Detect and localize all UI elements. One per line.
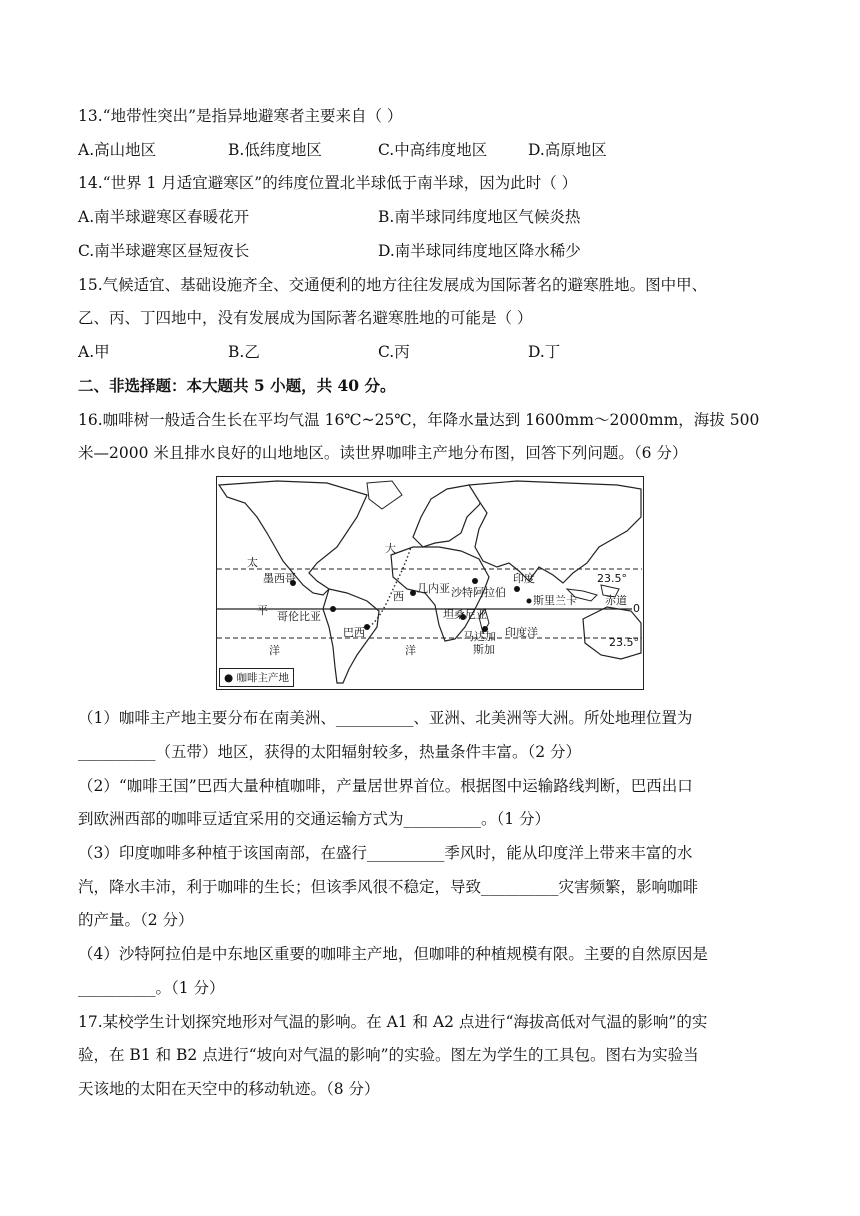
q16-sub3-line3: 的产量。（2 分） <box>78 911 194 929</box>
q13-option-c: C.中高纬度地区 <box>378 141 488 159</box>
q16-sub2-line2: 到欧洲西部的咖啡豆适宜采用的交通运输方式为__________。（1 分） <box>78 810 551 828</box>
q13-option-d: D.高原地区 <box>528 141 607 159</box>
map-label-ping: 平 <box>257 604 268 617</box>
q16-sub1-line1: （1）咖啡主产地主要分布在南美洲、__________、亚洲、北美洲等大洲。所处地理位置为 <box>78 709 693 727</box>
map-label-brazil: 巴西 <box>343 626 365 639</box>
map-label-equator: 赤道 <box>605 594 627 607</box>
dot-guinea <box>410 590 416 596</box>
map-label-saudi: 沙特阿拉伯 <box>451 586 506 599</box>
legend-label: 咖啡主产地 <box>236 672 289 684</box>
q15-stem-line1: 15.气候适宜、基础设施齐全、交通便利的地方往往发展成为国际著名的避寒胜地。图中甲、 <box>78 276 708 294</box>
map-label-colombia: 哥伦比亚 <box>277 610 321 623</box>
q13-option-b: B.低纬度地区 <box>228 141 322 159</box>
q15-option-a: A.甲 <box>78 343 110 361</box>
q16-sub2-line1: （2）“咖啡王国”巴西大量种植咖啡，产量居世界首位。根据图中运输路线判断，巴西出口 <box>78 777 693 795</box>
map-label-mexico: 墨西哥 <box>263 572 296 585</box>
q14-stem: 14.“世界 1 月适宜避寒区”的纬度位置北半球低于南半球，因为此时（ ） <box>78 174 578 192</box>
map-label-xi: 西 <box>393 590 404 603</box>
dot-srilanka <box>527 599 532 604</box>
map-label-yang1: 洋 <box>269 644 280 657</box>
dot-colombia <box>330 606 336 612</box>
q14-option-a: A.南半球避寒区春暖花开 <box>78 208 250 226</box>
map-label-tanzania: 坦桑尼亚 <box>443 608 487 621</box>
q17-stem-line2: 验，在 B1 和 B2 点进行“坡向对气温的影响”的实验。图左为学生的工具包。图右为实验当 <box>78 1046 699 1064</box>
q14-option-b: B.南半球同纬度地区气候炎热 <box>378 208 581 226</box>
q13-stem: 13.“地带性突出”是指异地避寒者主要来自（ ） <box>78 107 403 125</box>
q14-option-c: C.南半球避寒区昼短夜长 <box>78 242 250 260</box>
map-label-zero: 0 <box>633 602 640 615</box>
map-label-lat-s: 23.5° <box>609 636 639 649</box>
asia-shape <box>469 481 641 583</box>
q16-stem-line2: 米—2000 米且排水良好的山地地区。读世界咖啡主产地分布图，回答下列问题。（6 分） <box>78 444 688 462</box>
dot-saudi <box>472 578 478 584</box>
q16-sub1-line2: __________（五带）地区，获得的太阳辐射较多，热量条件丰富。（2 分） <box>78 743 582 761</box>
map-label-indian-ocean: 印度洋 <box>505 626 538 639</box>
q14-option-d: D.南半球同纬度地区降水稀少 <box>378 242 581 260</box>
map-label-yang2: 洋 <box>405 644 416 657</box>
q13-option-a: A.高山地区 <box>78 141 157 159</box>
q16-sub4-line1: （4）沙特阿拉伯是中东地区重要的咖啡主产地，但咖啡的种植规模有限。主要的自然原因是 <box>78 945 708 963</box>
section-heading: 二、非选择题：本大题共 5 小题，共 40 分。 <box>78 376 396 395</box>
coffee-map <box>216 476 644 690</box>
map-label-madagascar-1: 马达加 <box>463 630 496 643</box>
map-label-tai: 太 <box>247 556 258 569</box>
map-label-lat-n: 23.5° <box>597 572 627 585</box>
q15-option-d: D.丁 <box>528 343 561 361</box>
q16-stem-line1: 16.咖啡树一般适合生长在平均气温 16℃~25℃，年降水量达到 1600mm～2000mm，海拔 500 <box>78 411 760 429</box>
map-legend: ● 咖啡主产地 <box>219 668 294 687</box>
map-label-guinea: 几内亚 <box>417 582 450 595</box>
map-label-india: 印度 <box>513 572 535 585</box>
q16-sub3-line2: 汽，降水丰沛，利于咖啡的生长；但该季风很不稳定，导致__________灾害频繁，影响咖啡 <box>78 878 699 896</box>
q15-option-b: B.乙 <box>228 343 260 361</box>
map-label-srilanka: 斯里兰卡 <box>533 594 577 607</box>
q17-stem-line3: 天该地的太阳在天空中的移动轨迹。（8 分） <box>78 1080 380 1098</box>
map-label-madagascar-2: 斯加 <box>473 643 495 656</box>
map-label-da: 大 <box>385 542 396 555</box>
q17-stem-line1: 17.某校学生计划探究地形对气温的影响。在 A1 和 A2 点进行“海拔高低对气温的影响”的实 <box>78 1013 708 1031</box>
q16-sub3-line1: （3）印度咖啡多种植于该国南部，在盛行__________季风时，能从印度洋上带来丰富的水 <box>78 844 693 862</box>
q15-option-c: C.丙 <box>378 343 410 361</box>
dot-india <box>514 586 520 592</box>
q16-sub4-line2: __________。（1 分） <box>78 979 225 997</box>
q15-stem-line2: 乙、丙、丁四地中，没有发展成为国际著名避寒胜地的可能是（ ） <box>78 309 533 327</box>
